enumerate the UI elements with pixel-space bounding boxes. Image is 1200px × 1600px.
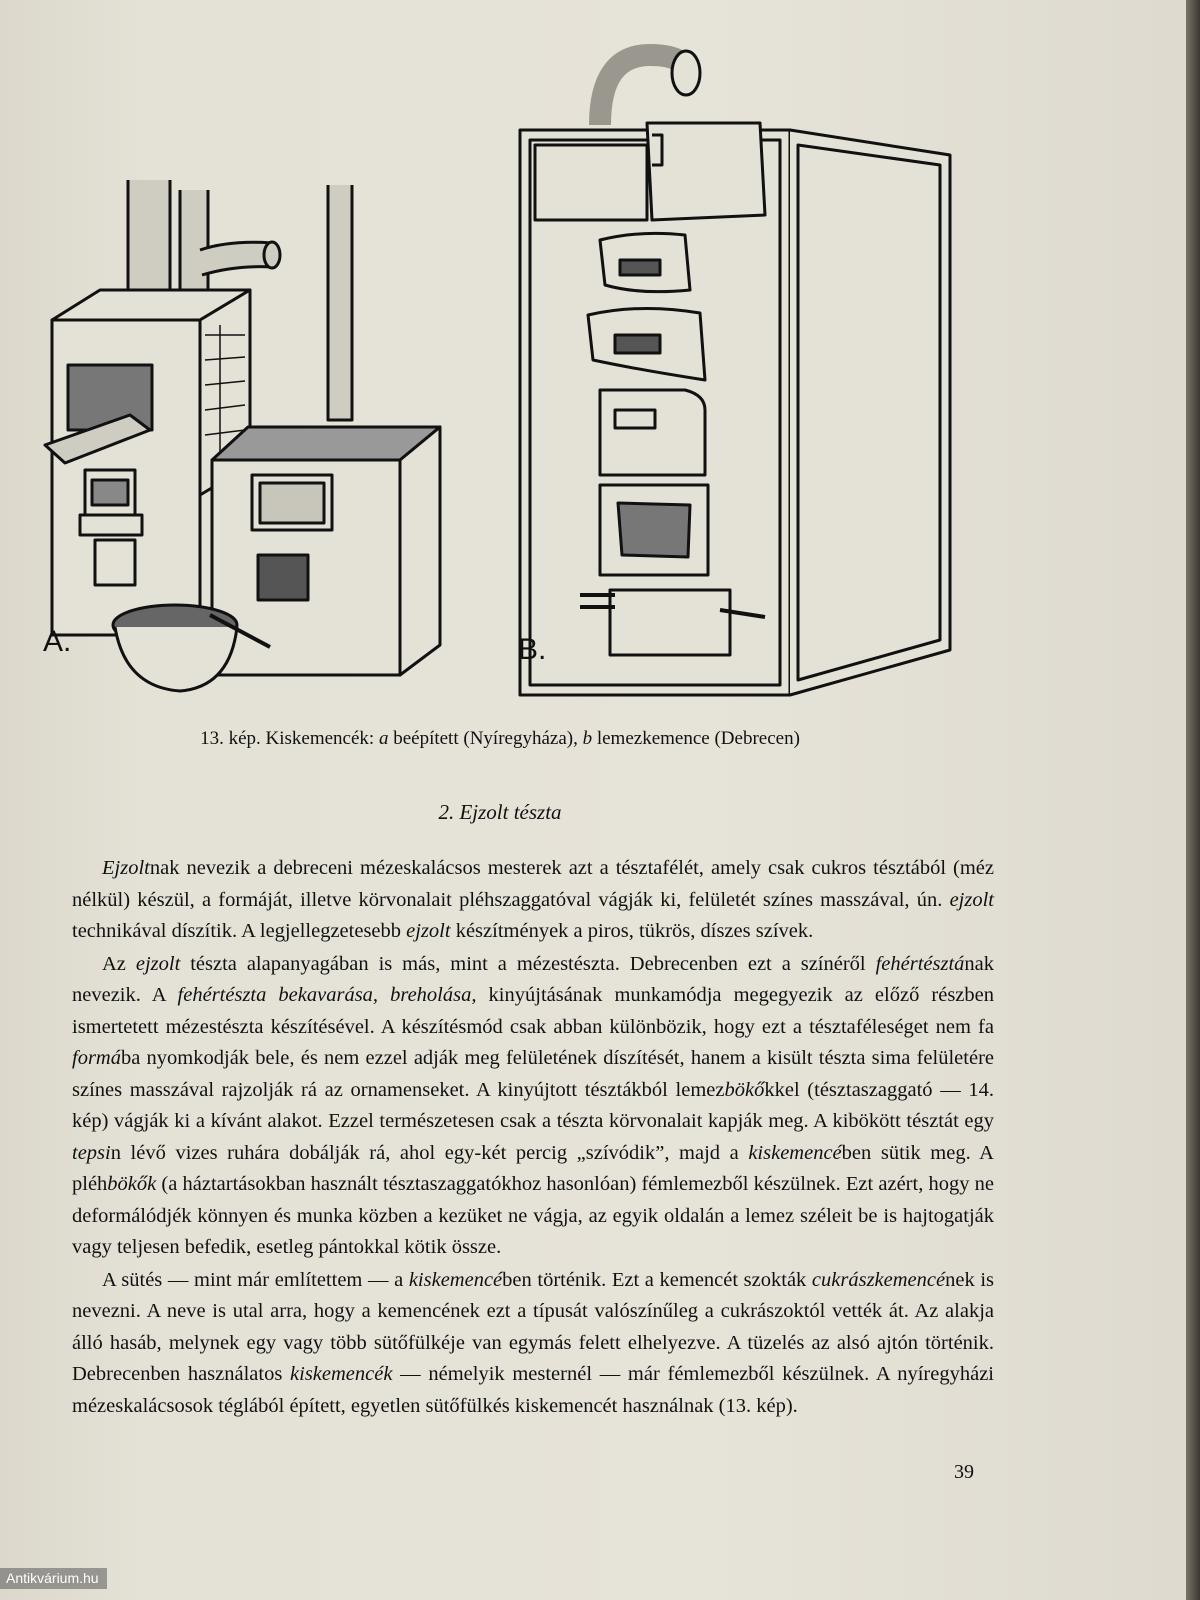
italic-term: ejzolt <box>135 952 181 975</box>
italic-term: bökők <box>107 1173 157 1195</box>
caption-a-letter: a <box>378 728 389 749</box>
text-run: nek is nevezni. A neve is utal arra, hogy a kemencének ezt a típusát valószínűleg a cukrászoktól vették át. Az alakja álló hasáb, melynek egy vagy több sütőfülkéje van egymás felett elhelyezve. A tüzelés az alsó ajtón történik. Debrecenben használatos <box>72 1268 994 1385</box>
italic-term: Ejzolt <box>102 857 150 879</box>
page-number: 39 <box>954 1461 974 1483</box>
italic-term: bökő <box>724 1078 765 1101</box>
text-run: technikával díszítik. A legjellegzetesebb <box>72 920 407 942</box>
text-run: ben sütik meg. A pléh <box>72 1141 994 1195</box>
oven-illustration <box>40 35 1000 715</box>
italic-term: fehértészta bekavarása, breholása, <box>177 984 477 1006</box>
figure-a-label: A. <box>43 625 72 658</box>
text-run: nak nevezik. A <box>72 952 995 1006</box>
italic-term: ejzolt <box>949 888 994 911</box>
watermark-logo: Antikvárium.hu <box>0 1568 107 1589</box>
text-run: Az <box>102 952 136 975</box>
paragraph <box>72 1265 994 1423</box>
oven-drawing <box>40 35 1000 715</box>
italic-term: formá <box>72 1047 121 1069</box>
text-run: A sütés — mint már említettem — a <box>102 1268 409 1291</box>
text-run: nak nevezik a debreceni mézeskalácsos mesterek azt a tésztafélét, amely csak cukros tésztából (méz nélkül) készül, a formáját, illetve körvonalait pléhszaggatóval vágják ki, felületét színes masszával, ún. <box>72 857 994 911</box>
italic-term: kiskemencé <box>748 1141 842 1164</box>
italic-term: ejzolt <box>406 920 451 942</box>
italic-term: kiskemencé <box>408 1268 503 1291</box>
text-run: ben történik. Ezt a kemencét szokták <box>502 1268 812 1291</box>
text-run: készítmények a piros, tükrös, díszes szívek. <box>450 920 814 942</box>
italic-term: fehértésztá <box>875 952 965 975</box>
italic-term: kiskemencék <box>290 1363 393 1385</box>
italic-term: cukrászkemencé <box>811 1268 946 1291</box>
paragraph <box>72 853 994 948</box>
italic-term: tepsi <box>72 1141 111 1164</box>
caption-b-text: lemezkemence (Debrecen) <box>592 728 800 749</box>
text-run: kinyújtásának munkamódja megegyezik az előző részben ismertetett mézestészta készítésével. A készítésmód csak abban különbözik, hogy ezt a tésztaféleséget nem fa <box>72 984 994 1038</box>
section-title: 2. Ejzolt tészta <box>438 800 562 824</box>
text-run: ba nyomkodják bele, és nem ezzel adják meg felületének díszítését, hanem a kisült tészta sima felületére színes masszával rajzolják rá az ornamenseket. A kinyújtott tésztákból lemez <box>72 1047 994 1101</box>
figure-caption <box>0 728 1000 750</box>
body-text <box>72 853 994 1422</box>
text-run: kkel (tésztaszaggató — 14. kép) vágják ki a kívánt alakot. Ezzel természetesen csak a tészta körvonalait kapják meg. A kibökött tésztát egy <box>72 1078 994 1132</box>
caption-b-letter: b <box>582 728 593 749</box>
figure-b-label: B. <box>518 633 547 666</box>
sheet-metal-oven-drawing <box>520 51 950 695</box>
caption-prefix: 13. kép. Kiskemencék: <box>200 728 379 749</box>
book-edge-shadow <box>1186 0 1200 1600</box>
text-run: (a háztartásokban használt tésztaszaggatókhoz hasonlóan) fémlemezből készülnek. Ezt azért, hogy ne deformálódjék könnyen és munka közben a kezüket ne vágja, az egyik oldalán a lemez széleit be is hajtogatják vagy teljesen befedik, esetleg pántokkal kötik össze. <box>72 1173 994 1258</box>
caption-a-text: beépített (Nyíregyháza), <box>388 728 583 749</box>
built-in-oven-drawing <box>45 180 440 691</box>
paragraph <box>72 949 994 1264</box>
text-run: — némelyik mesternél — már fémlemezből készülnek. A nyíregyházi mézeskalácsosok téglából épített, egyetlen sütőfülkés kiskemencét használnak (13. kép). <box>72 1363 995 1417</box>
text-run: tészta alapanyagában is más, mint a mézestészta. Debrecenben ezt a színéről <box>180 952 876 975</box>
text-run: n lévő vizes ruhára dobálják rá, ahol egy-két percig „szívódik”, majd a <box>110 1141 749 1164</box>
